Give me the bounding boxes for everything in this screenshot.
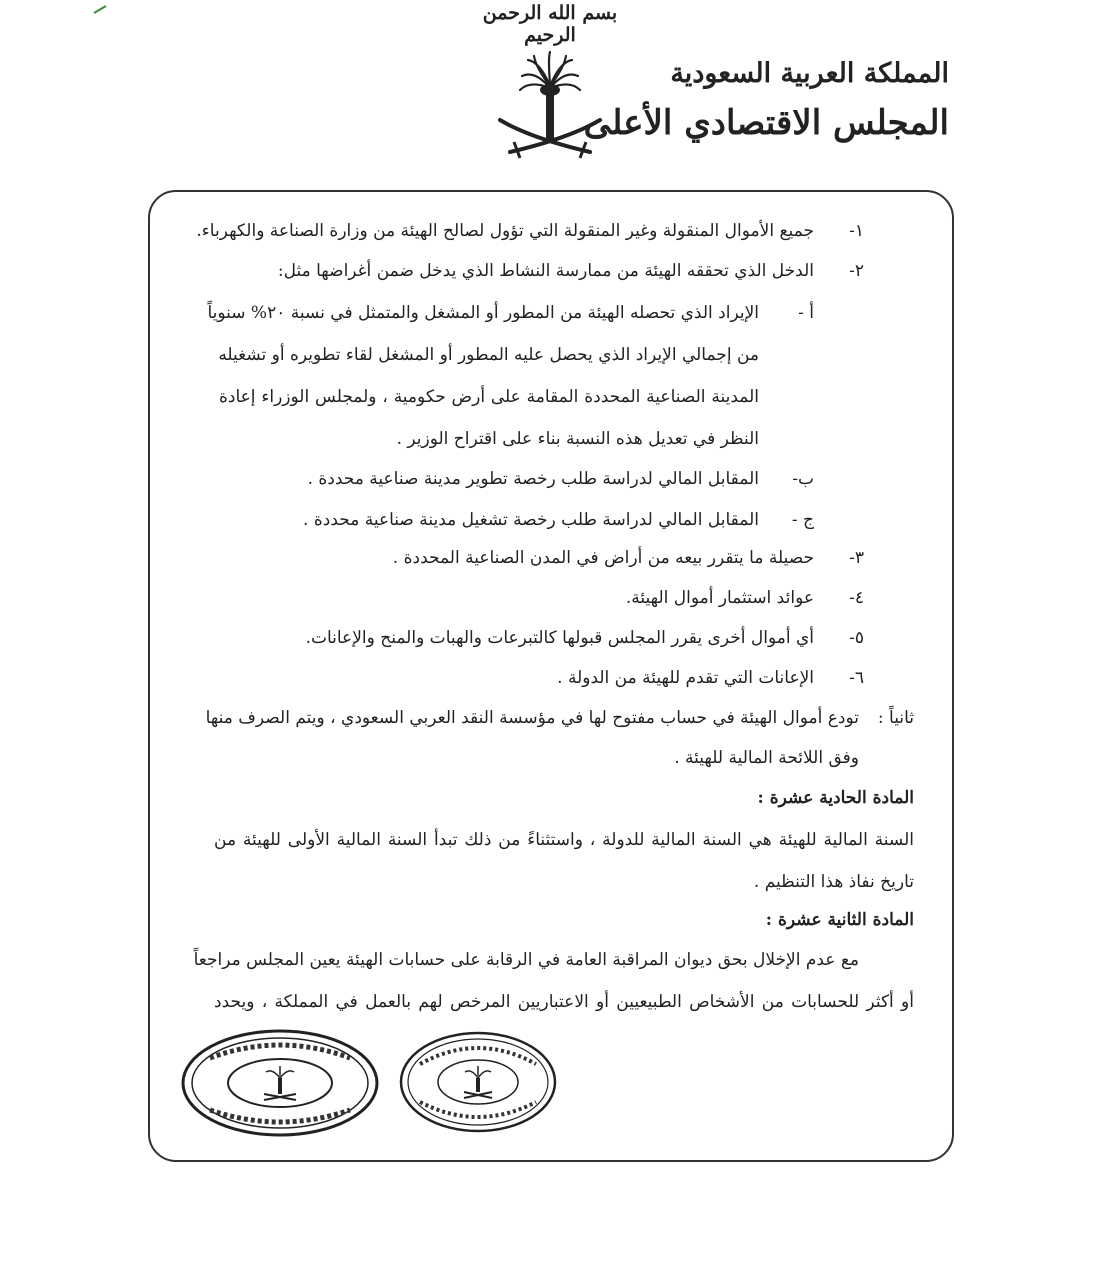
- paragraph-line: السنة المالية للهيئة هي السنة المالية للدولة ، واستثناءً من ذلك تبدأ السنة المالية الأولى للهيئة من: [214, 830, 914, 850]
- corner-mark: [92, 0, 110, 10]
- subitem-text: المقابل المالي لدراسة طلب رخصة تشغيل مدينة صناعية محددة .: [303, 510, 759, 530]
- kingdom-name: المملكة العربية السعودية: [670, 58, 949, 89]
- item-number: ١-: [849, 221, 864, 241]
- document-frame: [148, 190, 954, 1162]
- subitem-text: المقابل المالي لدراسة طلب رخصة تطوير مدينة صناعية محددة .: [307, 469, 759, 489]
- item-text: الدخل الذي تحققه الهيئة من ممارسة النشاط الذي يدخل ضمن أغراضها مثل:: [277, 261, 814, 281]
- item-number: ٣-: [849, 548, 864, 568]
- subitem-line: من إجمالي الإيراد الذي يحصل عليه المطور أو المشغل لقاء تطويره أو تشغيله: [218, 345, 759, 365]
- council-name: المجلس الاقتصادي الأعلى: [583, 103, 949, 143]
- subitem-line: النظر في تعديل هذه النسبة بناء على اقتراح الوزير .: [396, 429, 759, 449]
- paragraph-line: أو أكثر للحسابات من الأشخاص الطبيعيين أو الاعتباريين المرخص لهم بالعمل في المملكة ، ويحدد: [214, 992, 914, 1012]
- item-number: ٥-: [849, 628, 864, 648]
- basmala: بسم الله الرحمن الرحيم: [482, 2, 618, 46]
- item-text: حصيلة ما يتقرر بيعه من أراض في المدن الصناعية المحددة .: [392, 548, 814, 568]
- letterhead: [584, 58, 949, 143]
- paragraph-line: وفق اللائحة المالية للهيئة .: [674, 748, 859, 768]
- paragraph-line: مع عدم الإخلال بحق ديوان المراقبة العامة في الرقابة على حسابات الهيئة يعين المجلس مراجعاً: [193, 950, 859, 970]
- subitem-line: المدينة الصناعية المحددة المقامة على أرض حكومية ، ولمجلس الوزراء إعادة: [219, 387, 759, 407]
- article-title: المادة الثانية عشرة :: [765, 910, 914, 930]
- subitem-letter: ج -: [791, 510, 814, 530]
- item-number: ٤-: [849, 588, 864, 608]
- item-number: ٢-: [849, 261, 864, 281]
- item-number: ٦-: [849, 668, 864, 688]
- item-text: الإعانات التي تقدم للهيئة من الدولة .: [557, 668, 814, 688]
- article-title: المادة الحادية عشرة :: [757, 788, 914, 808]
- paragraph-line: تاريخ نفاذ هذا التنظيم .: [753, 872, 914, 892]
- item-text: أي أموال أخرى يقرر المجلس قبولها كالتبرعات والهبات والمنح والإعانات.: [305, 628, 814, 648]
- council-seal: [180, 1028, 380, 1142]
- subitem-line: الإيراد الذي تحصله الهيئة من المطور أو المشغل والمتمثل في نسبة ٢٠% سنوياً: [207, 303, 759, 323]
- cabinet-secretariat-seal: [398, 1030, 558, 1138]
- paragraph-line: تودع أموال الهيئة في حساب مفتوح لها في مؤسسة النقد العربي السعودي ، ويتم الصرف منها: [205, 708, 859, 728]
- subitem-letter: أ -: [798, 303, 814, 323]
- section-label: ثانياً :: [877, 708, 914, 728]
- item-text: عوائد استثمار أموال الهيئة.: [625, 588, 814, 608]
- item-text: جميع الأموال المنقولة وغير المنقولة التي تؤول لصالح الهيئة من وزارة الصناعة والكهرباء.: [196, 221, 814, 241]
- subitem-letter: ب-: [792, 469, 814, 489]
